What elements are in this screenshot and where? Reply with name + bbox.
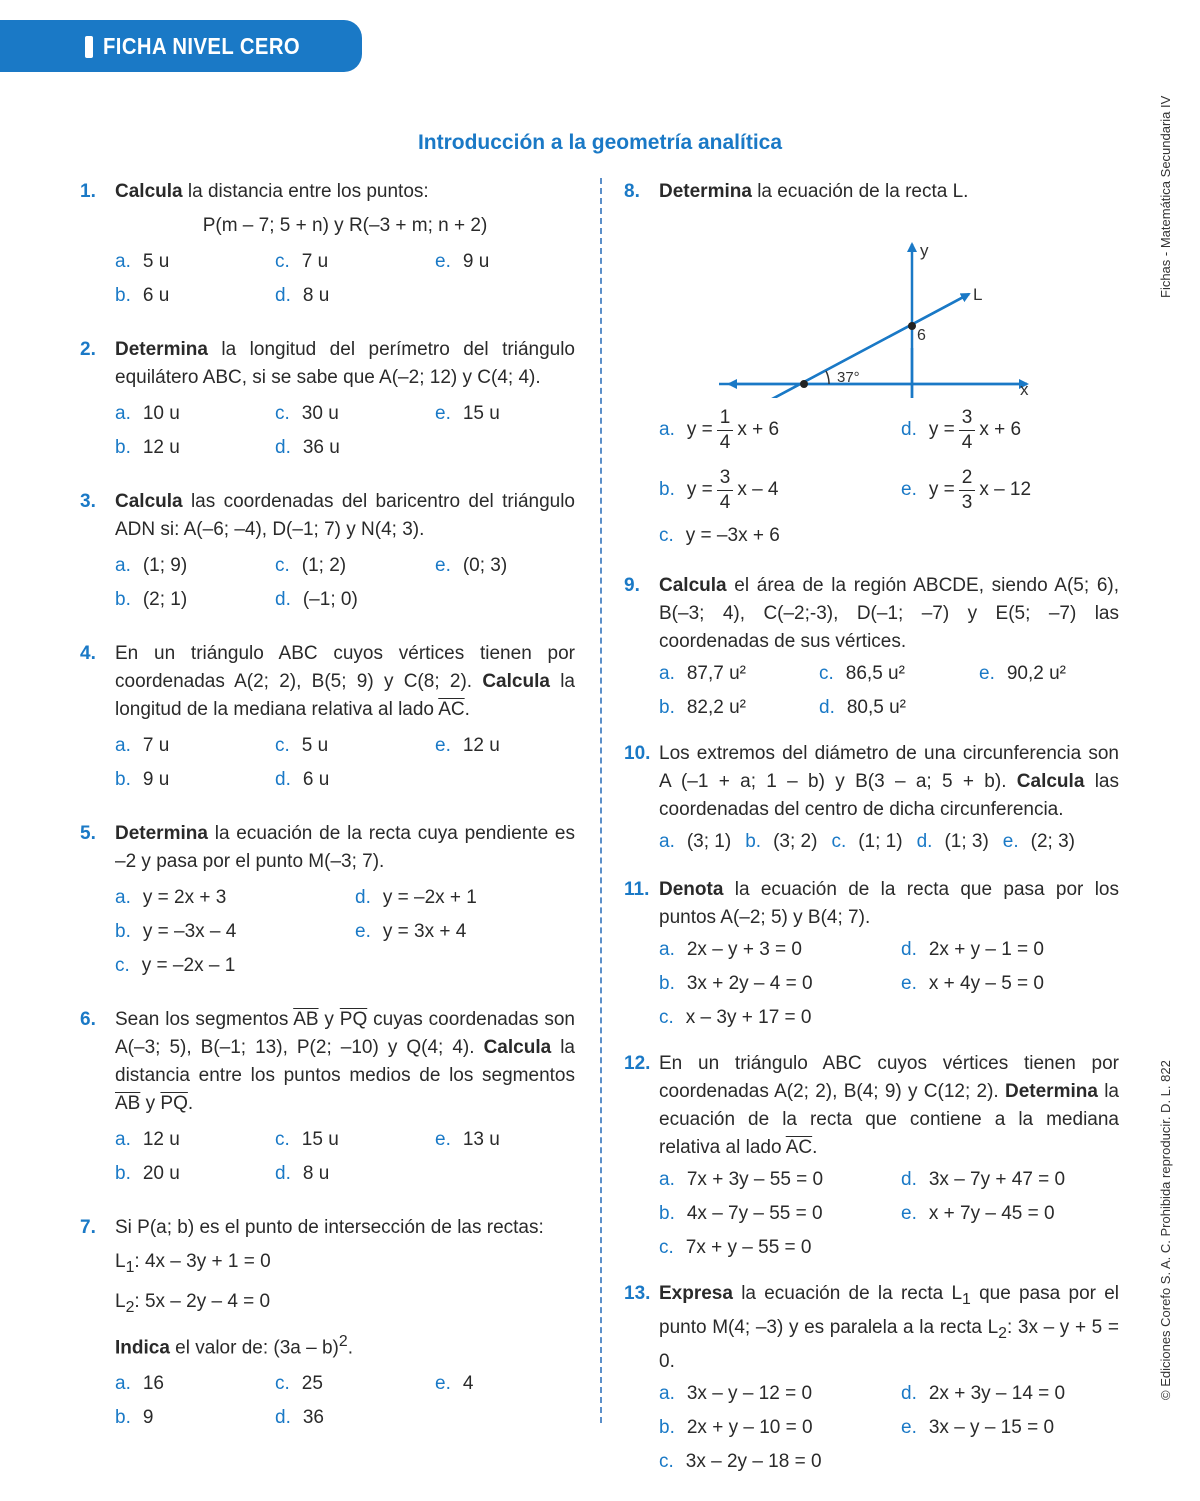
question-number: 10. [624,743,651,764]
option-letter: d. [901,1169,917,1190]
option-letter: d. [275,769,291,790]
angle-label: 37° [837,369,860,386]
option-text: (0; 3) [462,555,508,576]
question-text: Expresa la ecuación de la recta $L_1$ que pasa por el punto M(4; –3) y es paralela a la recta $L_2$: 3x – y + 5 = 0. [659,1283,1119,1372]
option-letter: a. [659,939,675,960]
option-e [435,1370,575,1398]
option-letter: c. [275,1129,290,1150]
question-number: 3. [80,491,96,512]
option-letter: a. [115,887,131,908]
option-text: 6 u [142,285,170,306]
option-letter: a. [659,663,675,684]
option-d [275,434,435,462]
fraction: $\frac{1}{4}$ [717,406,734,455]
option-text: (1; 1) [858,831,903,852]
option-letter: a. [659,1382,675,1404]
x-axis-label: x [1020,380,1029,398]
options [659,1166,1119,1262]
option-d [275,1160,435,1188]
option-letter: e. [901,1416,917,1438]
options [115,248,575,310]
option-letter: a. [659,831,675,852]
option-d [275,766,435,794]
option-text: x + 4y – 5 = 0 [928,973,1044,994]
option-text: 15 u [301,1129,339,1150]
question-text: Determina la longitud del perímetro del triángulo equilátero ABC, si se sabe que A(–2; 12) y C(4; 4). [115,339,575,388]
question-number: 13. [624,1283,651,1304]
option-d [901,1166,1119,1194]
option-b: b. y = $\frac{3}{4}$ x – 4 [659,466,779,513]
option-text: y = 3x + 4 [382,921,467,942]
option-e [435,552,575,580]
question-number: 2. [80,339,96,360]
option-b [659,694,819,722]
option-b [115,434,275,462]
option-text: 3x – 7y + 47 = 0 [928,1169,1066,1190]
question-number: 5. [80,823,96,844]
option-text: 7x + y – 55 = 0 [685,1237,812,1258]
option-text: y = –3x – 4 [142,921,237,942]
option-letter: d. [275,1406,291,1428]
option-text: 8 u [302,1163,330,1184]
option-letter: d. [275,1163,291,1184]
question-number: 12. [624,1053,651,1074]
options [115,732,575,794]
option-text: 86,5 u² [845,663,905,684]
header-label: FICHA NIVEL CERO [103,33,301,59]
option-letter: b. [115,1406,131,1428]
line-2-equation: $L_2$: 5x – 2y – 4 = 0 [115,1290,271,1316]
option-c [659,1234,901,1262]
question-number: 6. [80,1009,96,1030]
option-letter: d. [916,831,933,852]
option-e [435,732,575,760]
option-a [115,248,275,276]
option-letter: c. [819,663,834,684]
question-text: Los extremos del diámetro de una circunferencia son A (–1 + a; 1 – b) y B(3 – a; 5 + b). Calcula las coordenadas del centro de dicha circunferencia. [659,743,1119,820]
option-d [275,282,435,310]
option-b [115,766,275,794]
option-c [819,660,979,688]
option-letter: b. [115,921,131,942]
question-text: Calcula las coordenadas del baricentro del triángulo ADN si: A(–6; –4), D(–1; 7) y N(4; 3). [115,491,575,540]
option-b [659,1414,901,1442]
question-instruction: Indica el valor de: (3a – b)$^2$. [115,1332,353,1358]
option-text: 80,5 u² [846,697,907,718]
option-letter: c. [275,735,290,756]
right-column [624,178,1119,1476]
segment-label: $\overline{AC}$ [785,1137,813,1158]
question-6 [80,1006,576,1188]
option-letter: e. [1002,831,1019,852]
option-a [659,1380,901,1408]
question-text: Calcula el área de la región ABCDE, siendo A(5; 6), B(–3; 4), C(–2;-3), D(–1; –7) y E(5; –7) las coordenadas de sus vértices. [659,575,1119,652]
option-text: x – 3y + 17 = 0 [685,1007,812,1028]
option-d [275,586,435,614]
option-letter: a. [115,403,131,424]
option-c [275,400,435,428]
option-letter: b. [115,285,131,306]
option-d [275,1404,435,1432]
option-text: 2x + y – 10 = 0 [686,1416,813,1438]
option-d [901,1380,1119,1408]
option-letter: a. [659,1169,675,1190]
option-letter: e. [435,555,451,576]
option-letter: c. [659,1007,674,1028]
option-text: 9 u [142,769,170,790]
option-a [115,1370,275,1398]
option-b [659,970,901,998]
question-13 [624,1280,1119,1476]
option-e: e. y = $\frac{2}{3}$ x – 12 [901,466,1032,513]
option-b [745,828,817,856]
question-number: 9. [624,575,640,596]
option-e [435,248,575,276]
option-letter: d. [819,697,835,718]
option-letter: a. [115,1372,131,1394]
option-letter: d. [275,437,291,458]
option-text: (1; 9) [142,555,188,576]
option-letter: b. [659,1203,675,1224]
page-title: Introducción a la geometría analítica [417,131,783,154]
fraction: $\frac{3}{4}$ [959,406,976,455]
option-text: 7 u [301,251,329,272]
option-a [659,936,901,964]
question-number: 11. [624,879,650,900]
option-b [115,1160,275,1188]
option-c: c. y = –3x + 6 [659,525,780,546]
option-text: (1; 2) [301,555,347,576]
header-tab-marker [85,36,93,58]
option-c [659,1004,901,1032]
option-a [115,732,275,760]
options [115,884,575,980]
option-e [355,918,575,946]
option-a [115,400,275,428]
option-letter: d. [901,1382,917,1404]
option-letter: a. [115,251,131,272]
option-text: 6 u [302,769,330,790]
options [659,1380,1119,1476]
option-text: (2; 3) [1030,831,1076,852]
option-text: 5 u [142,251,170,272]
question-text: Denota la ecuación de la recta que pasa por los puntos A(–2; 5) y B(4; 7). [659,879,1119,928]
option-text: 16 [142,1372,164,1394]
option-text: y = –2x – 1 [141,955,236,976]
option-letter: e. [435,1129,451,1150]
option-e [1003,828,1075,856]
option-b [115,282,275,310]
option-text: 7 u [142,735,170,756]
options [659,936,1119,1032]
angle-arc [826,371,829,384]
option-letter: c. [831,831,847,852]
option-text: 9 [142,1406,154,1428]
option-letter: b. [115,437,131,458]
option-text: 15 u [462,403,500,424]
option-a: a. y = $\frac{1}{4}$ x + 6 [659,406,780,453]
option-text: 4x – 7y – 55 = 0 [686,1203,823,1224]
fraction: $\frac{2}{3}$ [959,466,976,515]
option-letter: c. [275,555,290,576]
option-c [831,828,902,856]
option-letter: b. [115,1163,131,1184]
option-text: 90,2 u² [1006,663,1067,684]
option-c [275,552,435,580]
expression: P(m – 7; 5 + n) y R(–3 + m; n + 2) [202,215,488,236]
options [115,1370,575,1432]
option-letter: a. [115,1129,131,1150]
options [115,552,575,614]
question-text: En un triángulo ABC cuyos vértices tienen por coordenadas A(2; 2), B(5; 9) y C(8; 2). Calcula la longitud de la mediana relativa al lado $\overline{AC}$. [115,643,575,720]
option-letter: e. [435,251,451,272]
option-text: 5 u [301,735,329,756]
question-number: 1. [80,181,96,202]
option-text: (–1; 0) [302,589,358,610]
option-letter: b. [659,1416,675,1438]
option-text: 2x – y + 3 = 0 [686,939,802,960]
option-text: y = 2x + 3 [142,887,227,908]
option-e [901,970,1119,998]
option-text: 9 u [462,251,490,272]
option-letter: a. [115,735,131,756]
y-intercept-point [908,322,916,330]
question-11 [624,876,1119,1032]
option-letter: b. [745,831,762,852]
option-b [659,1200,901,1228]
left-column [80,178,576,1432]
option-letter: c. [275,1372,290,1394]
segment-label: $\overline{AC}$ [438,699,465,720]
options [115,1126,575,1188]
option-text: 12 u [462,735,500,756]
option-text: (1; 3) [944,831,989,852]
option-letter: e. [901,973,917,994]
option-text: 8 u [302,285,330,306]
option-d [819,694,979,722]
option-b [115,918,355,946]
option-text: (3; 1) [686,831,732,852]
option-a [115,1126,275,1154]
option-text: 7x + 3y – 55 = 0 [686,1169,824,1190]
option-letter: e. [355,921,371,942]
option-text: 36 u [302,437,340,458]
option-text: 82,2 u² [686,697,747,718]
question-number: 7. [80,1217,96,1238]
question-text: Determina la ecuación de la recta cuya pendiente es –2 y pasa por el punto M(–3; 7). [115,823,575,872]
option-a [659,1166,901,1194]
option-a [115,552,275,580]
option-letter: e. [435,403,451,424]
option-text: 3x – y – 15 = 0 [928,1416,1055,1438]
column-divider [600,178,602,1423]
options [659,828,1119,856]
option-letter: e. [435,735,451,756]
question-1 [80,178,575,310]
option-a [115,884,355,912]
option-letter: d. [901,939,917,960]
option-e [435,1126,575,1154]
question-12 [624,1050,1119,1262]
option-letter: c. [275,403,290,424]
option-text: 30 u [301,403,339,424]
x-intercept-point [800,380,808,388]
option-text: 87,7 u² [686,663,747,684]
question-3 [80,488,575,614]
fraction: $\frac{3}{4}$ [717,466,734,515]
options [115,400,575,462]
option-letter: e. [979,663,995,684]
question-4 [80,640,575,794]
option-letter: d. [275,285,291,306]
option-text: 10 u [142,403,180,424]
option-e [901,1414,1119,1442]
option-a [659,660,819,688]
question-10 [624,740,1119,856]
line-l-lower-arrow [759,294,969,398]
option-letter: e. [435,1372,451,1394]
question-5 [80,820,575,980]
question-text: Si P(a; b) es el punto de intersección de las rectas: [115,1217,544,1238]
line-graph-figure [659,208,1119,398]
option-text: (2; 1) [142,589,188,610]
option-c [115,952,355,980]
option-text: 12 u [142,1129,180,1150]
option-text: 2x + 3y – 14 = 0 [928,1382,1066,1404]
options [659,660,1119,722]
option-c [275,732,435,760]
option-d: d. y = $\frac{3}{4}$ x + 6 [901,406,1022,453]
option-d [355,884,575,912]
option-letter: d. [275,589,291,610]
option-b [115,1404,275,1432]
option-letter: b. [115,589,131,610]
question-text: Calcula la distancia entre los puntos: [115,181,429,202]
option-text: 3x – y – 12 = 0 [686,1382,813,1404]
option-letter: d. [355,887,371,908]
y-axis-label: y [920,241,929,260]
options [659,400,1119,552]
option-letter: c. [659,1237,674,1258]
option-letter: b. [659,973,675,994]
question-8 [624,178,1119,552]
question-2 [80,336,575,462]
option-b [115,586,275,614]
option-d [901,936,1119,964]
question-9 [624,572,1119,722]
option-text: 25 [301,1372,323,1394]
option-c [275,1126,435,1154]
question-number: 4. [80,643,96,664]
question-text: En un triángulo ABC cuyos vértices tienen por coordenadas A(2; 2), B(4; 9) y C(12; 2). Determina la ecuación de la recta que contiene a la mediana relativa al lado $\overline{AC}$. [659,1053,1119,1158]
option-text: 20 u [142,1163,180,1184]
option-text: 3x – 2y – 18 = 0 [685,1450,822,1472]
option-text: 36 [302,1406,324,1428]
intercept-label: 6 [917,327,926,344]
option-e [979,660,1119,688]
option-c [659,1448,901,1476]
option-e [435,400,575,428]
option-a [659,828,731,856]
option-letter: c. [659,1450,674,1472]
option-e [901,1200,1119,1228]
option-text: 3x + 2y – 4 = 0 [686,973,813,994]
option-text: x + 7y – 45 = 0 [928,1203,1055,1224]
question-text: Determina la ecuación de la recta L. [659,181,969,202]
option-letter: a. [115,555,131,576]
option-letter: b. [115,769,131,790]
option-text: 4 [462,1372,474,1394]
question-text: Sean los segmentos $\overline{AB}$ y $\overline{PQ}$ cuyas coordenadas son A(–3; 5), B(–1; 13), P(2; –10) y Q(4; 4). Calcula la distancia entre los puntos medios de los segmentos $\overline{AB}$ y $\overline{PQ}$. [115,1009,576,1114]
option-text: (3; 2) [773,831,818,852]
question-number: 8. [624,181,640,202]
option-text: 13 u [462,1129,500,1150]
option-letter: c. [275,251,290,272]
line-1-equation: $L_1$: 4x – 3y + 1 = 0 [115,1251,271,1276]
option-text: 12 u [142,437,180,458]
line-label: L [973,285,983,304]
option-text: 2x + y – 1 = 0 [928,939,1044,960]
option-text: y = –2x + 1 [382,887,477,908]
option-d [917,828,989,856]
option-letter: b. [659,697,675,718]
option-letter: c. [115,955,130,976]
option-c [275,1370,435,1398]
question-7 [80,1214,575,1432]
option-c [275,248,435,276]
option-letter: e. [901,1203,917,1224]
